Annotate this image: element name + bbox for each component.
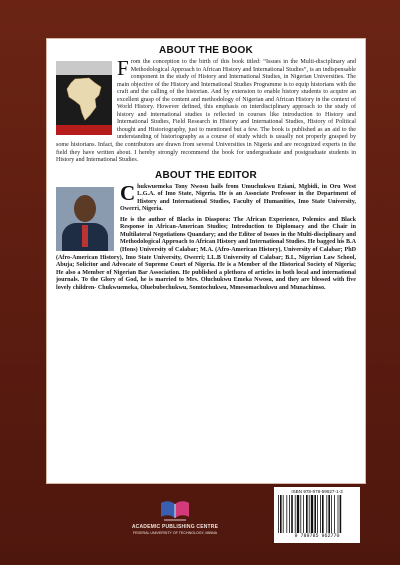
thumbnail-title-band: [56, 61, 112, 75]
barcode-digits: 9 789785 962770: [294, 533, 340, 539]
about-book-heading: ABOUT THE BOOK: [159, 45, 253, 56]
publisher-name: ACADEMIC PUBLISHING CENTRE: [131, 524, 219, 530]
publisher-block: [120, 498, 230, 535]
about-book-dropcap: F: [117, 56, 129, 80]
publisher-subtitle: FEDERAL UNIVERSITY OF TECHNOLOGY, MINNA: [132, 531, 218, 535]
about-editor-heading: ABOUT THE EDITOR: [155, 169, 257, 181]
book-cover-thumbnail: [56, 61, 112, 135]
about-editor-dropcap: C: [120, 180, 136, 205]
barcode-box: [274, 487, 360, 543]
isbn-text: ISBN 978-978-59627-1-3: [291, 489, 343, 494]
editor-photo-tie: [82, 225, 88, 247]
thumbnail-bottom-strip: [56, 125, 112, 135]
africa-map-icon: [65, 77, 103, 121]
editor-photo-head: [74, 195, 96, 222]
open-book-logo-icon: [160, 498, 190, 522]
content-panel: [46, 38, 366, 484]
about-editor-body: He is the author of Blacks in Diaspora: The African Experience, Polemics and Black Response in African-American Studies; Introduction to Diplomacy and the Chair in Multilateral Negotiations Quandary; and the Editor of Issues in the Multi-disciplinary and Methodological Approach to African History and International Studies. He bagged his B.A (Hons) University of Calabar; M.A. (Afro-American History), University of Calabar; PhD (Afro-American History), Imo State University, Owerri; LL.B University of Calabar; B.L, Nigerian Law School, Abuja; Solicitor and Advocate of Supreme Court of Nigeria. He is a Member of the Historical Society of Nigeria; He also a Member of Nigerian Bar Association. He published a plethora of articles in both local and international journals. To the Glory of God, he is married to Mrs. Oluchukwu Emeka Nwosu, and they are blessed with five lovely children- Chukwuemeka, Oluebubechukwu, Somtochukwu, Mmesomachukwu and Munachimso.: [56, 216, 356, 291]
about-book-body: rom the conception to the birth of this book titled: “Issues in the Multi-disciplinary and Methodological Approach to African History and International Studies”, is an indispensable component in the study of History and International Studies, in Nigerian Universities. The main objective of the History and International Studies Programme is to equip historians with the craft and the calling of the historian. And by extension to enable history students to acquire an excellent grasp of the content and methodology of Nigerian and African History in the context of World History. However defined, this emphasis on interdisciplinary approach to the study of history and international studies is reflected in courses like introduction to History and International Studies, Field Research in History and International Studies, History of Political thought and Historiography, just to mentioned but a few. The book is published as an aid to the understanding of historiography as a course of study which is usually not properly grasped by some historians. Infact, the contributors are drawn from several Universities in Nigeria and are recognized experts in the field they have written about. I hereby strongly recommend the book for undergraduate and postgraduate students in History and International Studies.: [56, 59, 356, 164]
barcode-icon: [277, 495, 357, 533]
editor-photo: [56, 187, 114, 251]
about-editor-intro-text: hukwuemeka Tony Nwosu hails from Umuchukwu Eziani, Mgbidi, in Oru West L.G.A. of Imo State, Nigeria. He is an Associate Professor in the Department of History and International Studies, Faculty of Humanities, Imo State University, Owerri, Nigeria.: [120, 183, 356, 213]
